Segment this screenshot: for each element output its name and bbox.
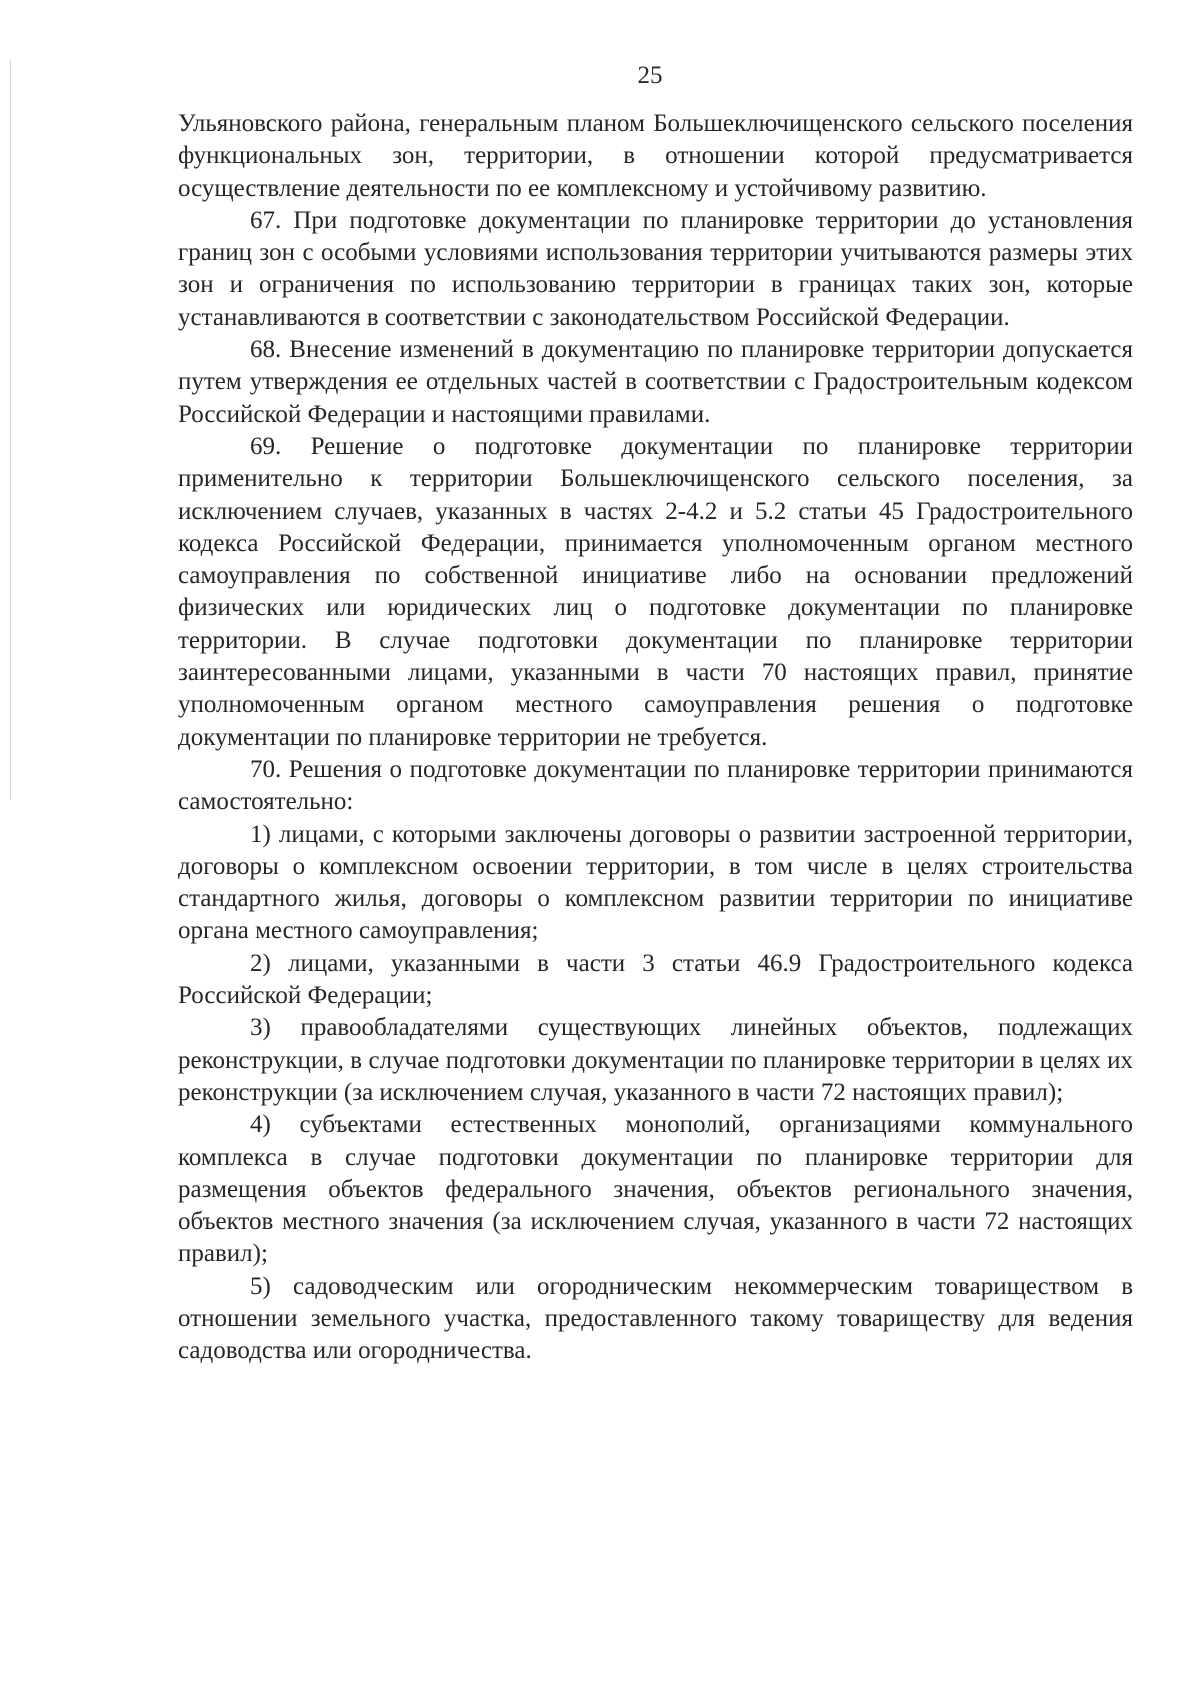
list-item-4: 4) субъектами естественных монополий, организациями коммунального комплекса в случае подготовки документации по планировке территории для размещения объектов федерального значения, объектов регионального значения, объектов местного значения (за исключением случая, указанного в части 72 настоящих правил); bbox=[178, 1111, 1133, 1268]
paragraph-continuation: Ульяновского района, генеральным планом Большеключищенского сельского поселения функциональных зон, территории, в отношении которой предусматривается осуществление деятельности по ее комплексному и устойчивому развитию. bbox=[178, 110, 1133, 202]
list-item-3: 3) правообладателями существующих линейных объектов, подлежащих реконструкции, в случае подготовки документации по планировке территории в целях их реконструкции (за исключением случая, указанного в части 72 настоящих правил); bbox=[178, 1014, 1133, 1106]
list-item-1: 1) лицами, с которыми заключены договоры о развитии застроенной территории, договоры о комплексном освоении территории, в том числе в целях строительства стандартного жилья, договоры о комплексном развитии территории по инициативе органа местного самоуправления; bbox=[178, 820, 1133, 945]
paragraph-67: 67. При подготовке документации по планировке территории до установления границ зон с особыми условиями использования территории учитываются размеры этих зон и ограничения по использованию территории в границах таких зон, которые устанавливаются в соответствии с законодательством Российской Федерации. bbox=[178, 206, 1133, 331]
page-number: 25 bbox=[637, 62, 663, 89]
list-item-5: 5) садоводческим или огородническим некоммерческим товариществом в отношении земельного участка, предоставленного такому товариществу для ведения садоводства или огородничества. bbox=[178, 1272, 1133, 1365]
paragraph-68: 68. Внесение изменений в документацию по планировке территории допускается путем утверждения ее отдельных частей в соответствии с Градостроительным кодексом Российской Федерации и настоящими правилами. bbox=[178, 336, 1133, 428]
list-item-2: 2) лицами, указанными в части 3 статьи 46.9 Градостроительного кодекса Российской Федерации; bbox=[178, 949, 1133, 1010]
paragraph-69: 69. Решение о подготовке документации по планировке территории применительно к территории Большеключищенского сельского поселения, за исключением случаев, указанных в частях 2-4.2 и 5.2 статьи 45 Градостроительного кодекса Российской Федерации, принимается уполномоченным органом местного самоуправления по собственной инициативе либо на основании предложений физических или юридических лиц о подготовке документации по планировке территории. В случае подготовки документации по планировке территории заинтересованными лицами, указанными в части 70 настоящих правил, принятие уполномоченным органом местного самоуправления решения о подготовке документации по планировке территории не требуется. bbox=[178, 432, 1133, 751]
paragraph-70: 70. Решения о подготовке документации по планировке территории принимаются самостоятельно: bbox=[178, 755, 1133, 816]
document-body bbox=[178, 108, 1133, 1368]
scan-edge-line bbox=[10, 60, 11, 800]
